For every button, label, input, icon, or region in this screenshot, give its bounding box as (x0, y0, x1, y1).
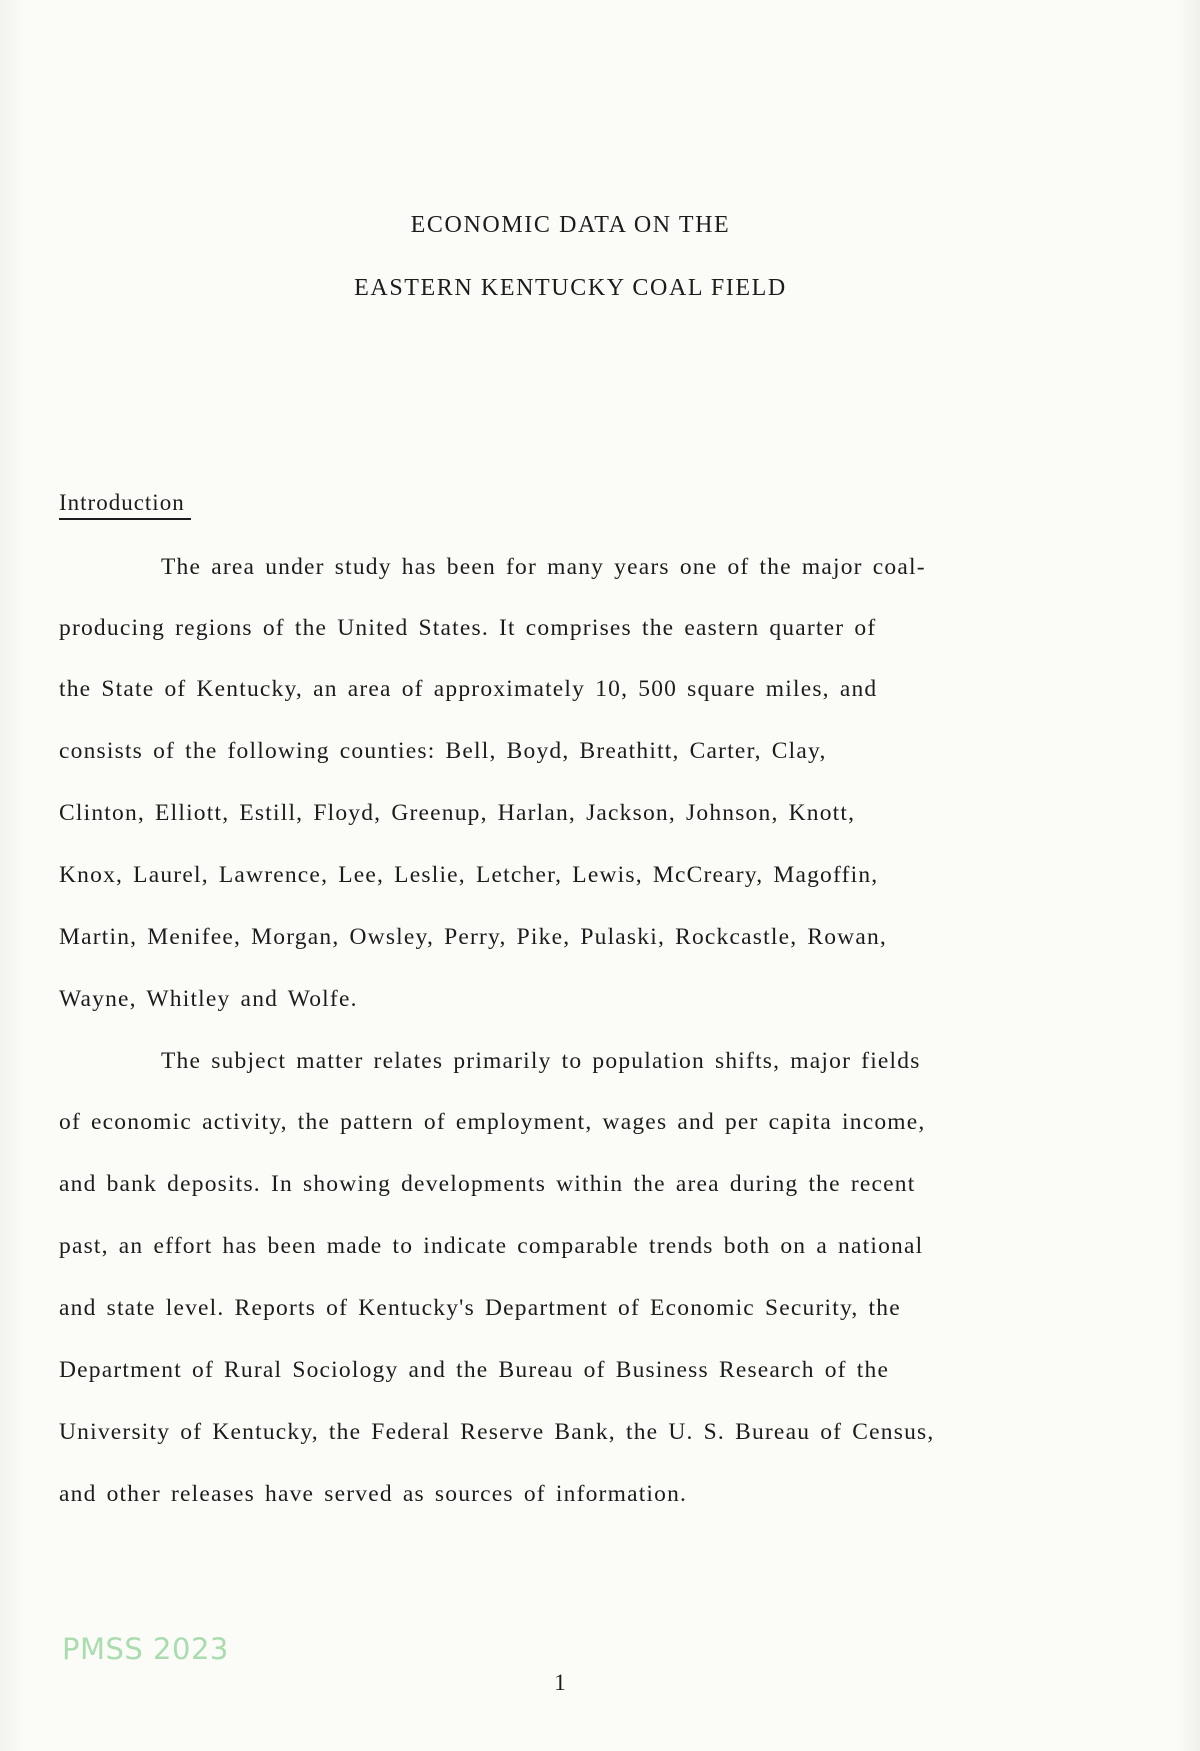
paragraph-1-line: Martin, Menifee, Morgan, Owsley, Perry, Pike, Pulaski, Rockcastle, Rowan, (59, 924, 888, 950)
paragraph-1-line: the State of Kentucky, an area of approximately 10, 500 square miles, and (59, 676, 878, 702)
paragraph-1-line: Clinton, Elliott, Estill, Floyd, Greenup, Harlan, Jackson, Johnson, Knott, (59, 800, 856, 826)
section-heading-introduction: Introduction (59, 490, 191, 520)
paragraph-2-line: and other releases have served as sources of information. (59, 1481, 688, 1507)
pmss-watermark: PMSS 2023 (62, 1632, 229, 1666)
paragraph-2-line: of economic activity, the pattern of employment, wages and per capita income, (59, 1109, 926, 1135)
paragraph-2-line: and state level. Reports of Kentucky's Department of Economic Security, the (59, 1295, 901, 1321)
paragraph-2-line: The subject matter relates primarily to population shifts, major fields (161, 1048, 921, 1074)
paragraph-1-line: The area under study has been for many years one of the major coal- (161, 554, 926, 580)
paragraph-2-line: past, an effort has been made to indicate comparable trends both on a national (59, 1233, 924, 1259)
paragraph-1-line: producing regions of the United States. It comprises the eastern quarter of (59, 615, 877, 641)
paragraph-2-line: University of Kentucky, the Federal Reserve Bank, the U. S. Bureau of Census, (59, 1419, 935, 1445)
page-number: 1 (554, 1670, 566, 1695)
paragraph-1-line: Wayne, Whitley and Wolfe. (59, 986, 358, 1012)
paragraph-1-line: consists of the following counties: Bell, Boyd, Breathitt, Carter, Clay, (59, 738, 827, 764)
title-line-2: EASTERN KENTUCKY COAL FIELD (354, 275, 787, 301)
paragraph-2-line: and bank deposits. In showing developments within the area during the recent (59, 1171, 916, 1197)
paragraph-2-line: Department of Rural Sociology and the Bureau of Business Research of the (59, 1357, 890, 1383)
title-line-1: ECONOMIC DATA ON THE (410, 212, 731, 238)
paragraph-1-line: Knox, Laurel, Lawrence, Lee, Leslie, Letcher, Lewis, McCreary, Magoffin, (59, 862, 879, 888)
